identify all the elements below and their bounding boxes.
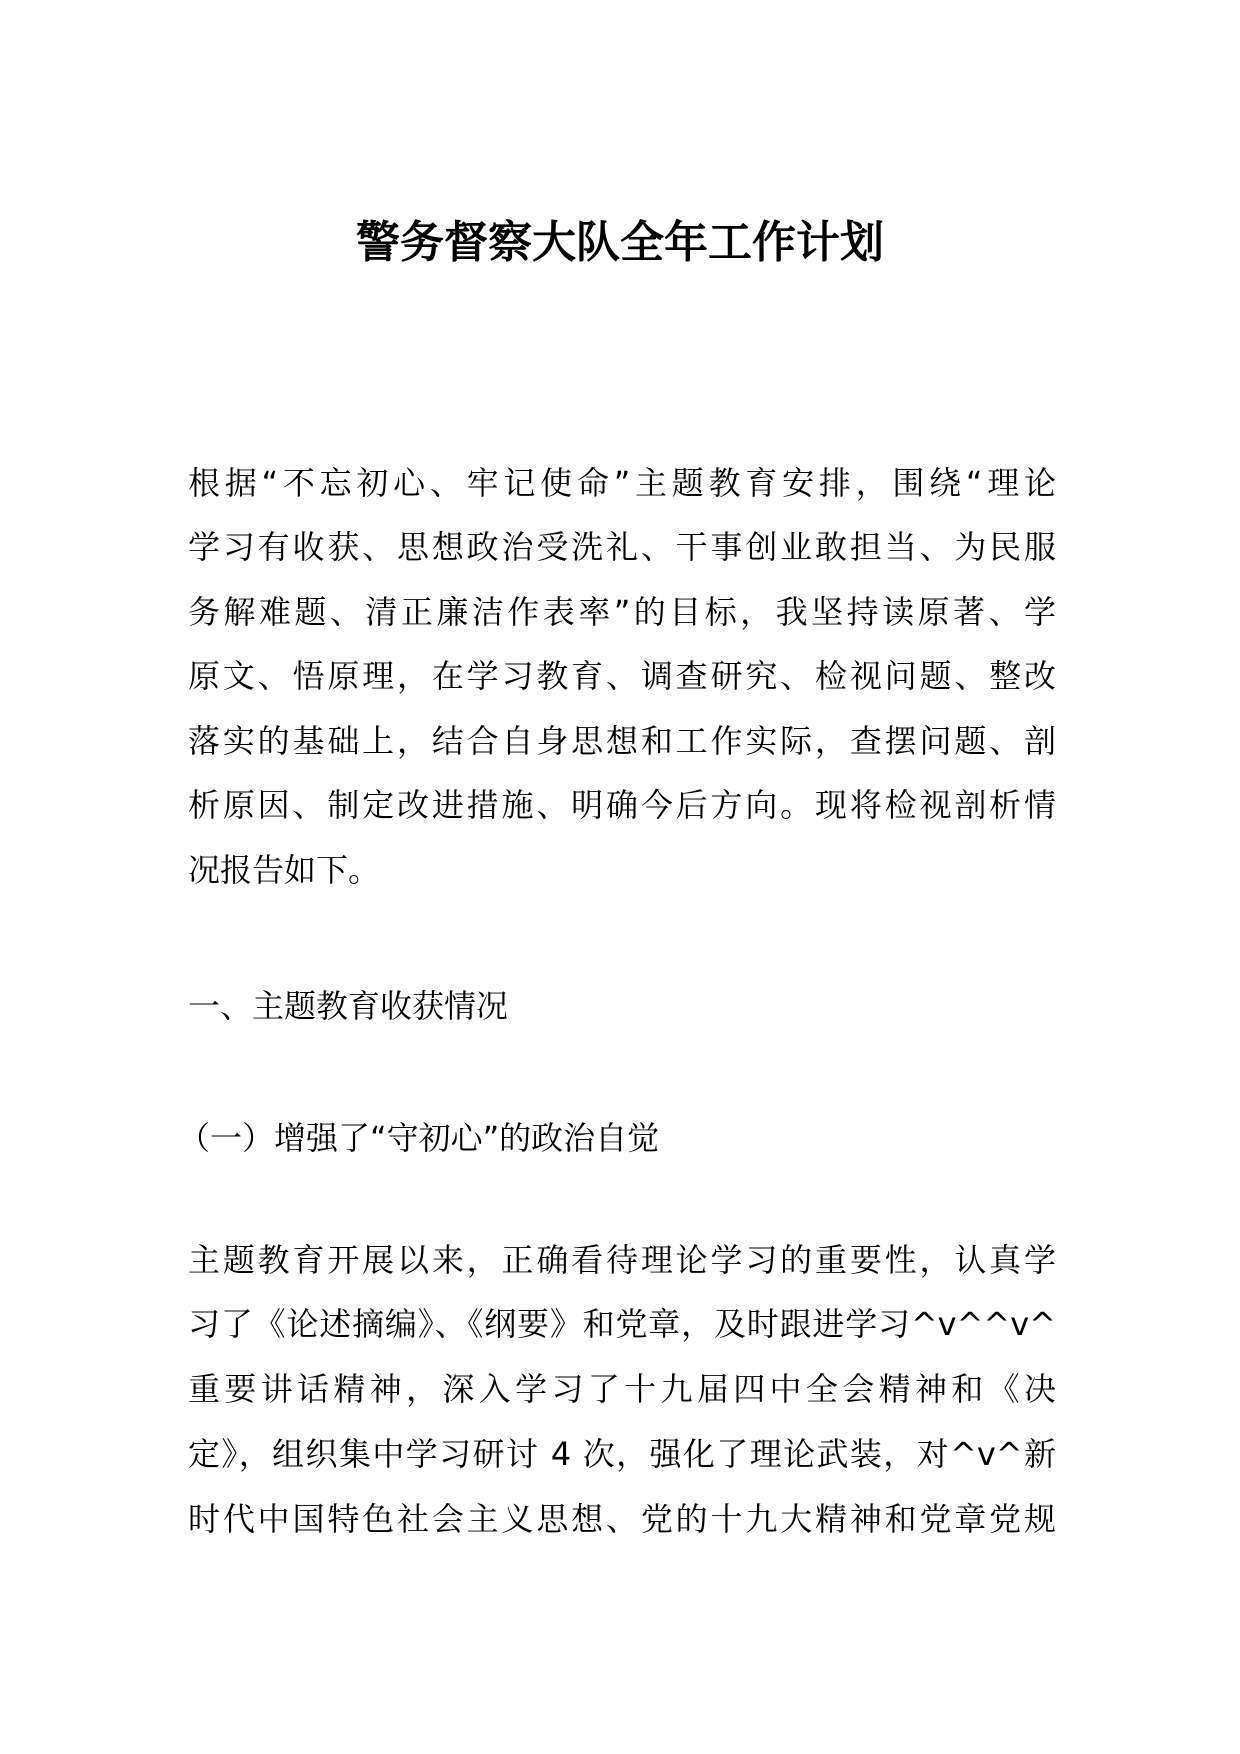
paragraph-line: 定》，组织集中学习研讨 4 次，强化了理论武装，对^v^新 [188,1435,1056,1473]
paragraph-line: 原文、悟原理，在学习教育、调查研究、检视问题、整改 [188,657,1056,695]
paragraph-line: 务解难题、清正廉洁作表率”的目标，我坚持读原著、学 [188,593,1056,631]
paragraph-line: 况报告如下。 [188,851,381,889]
subsection-heading: （一）增强了“守初心”的政治自觉 [178,1119,660,1157]
document-title: 警务督察大队全年工作计划 [356,217,884,268]
paragraph-line: 习了《论述摘编》、《纲要》和党章，及时跟进学习^v^^v^ [188,1305,1056,1343]
paragraph-line: 重要讲话精神，深入学习了十九届四中全会精神和《决 [188,1370,1056,1408]
paragraph-line: 时代中国特色社会主义思想、党的十九大精神和党章党规 [188,1500,1056,1538]
paragraph-line: 学习有收获、思想政治受洗礼、干事创业敢担当、为民服 [188,528,1056,566]
section-heading: 一、主题教育收获情况 [188,987,509,1025]
paragraph-line: 落实的基础上，结合自身思想和工作实际，查摆问题、剖 [188,722,1056,760]
paragraph-line: 根据“不忘初心、牢记使命”主题教育安排，围绕“理论 [188,464,1056,502]
paragraph-line: 析原因、制定改进措施、明确今后方向。现将检视剖析情 [188,786,1056,824]
paragraph-line: 主题教育开展以来，正确看待理论学习的重要性，认真学 [188,1241,1056,1279]
